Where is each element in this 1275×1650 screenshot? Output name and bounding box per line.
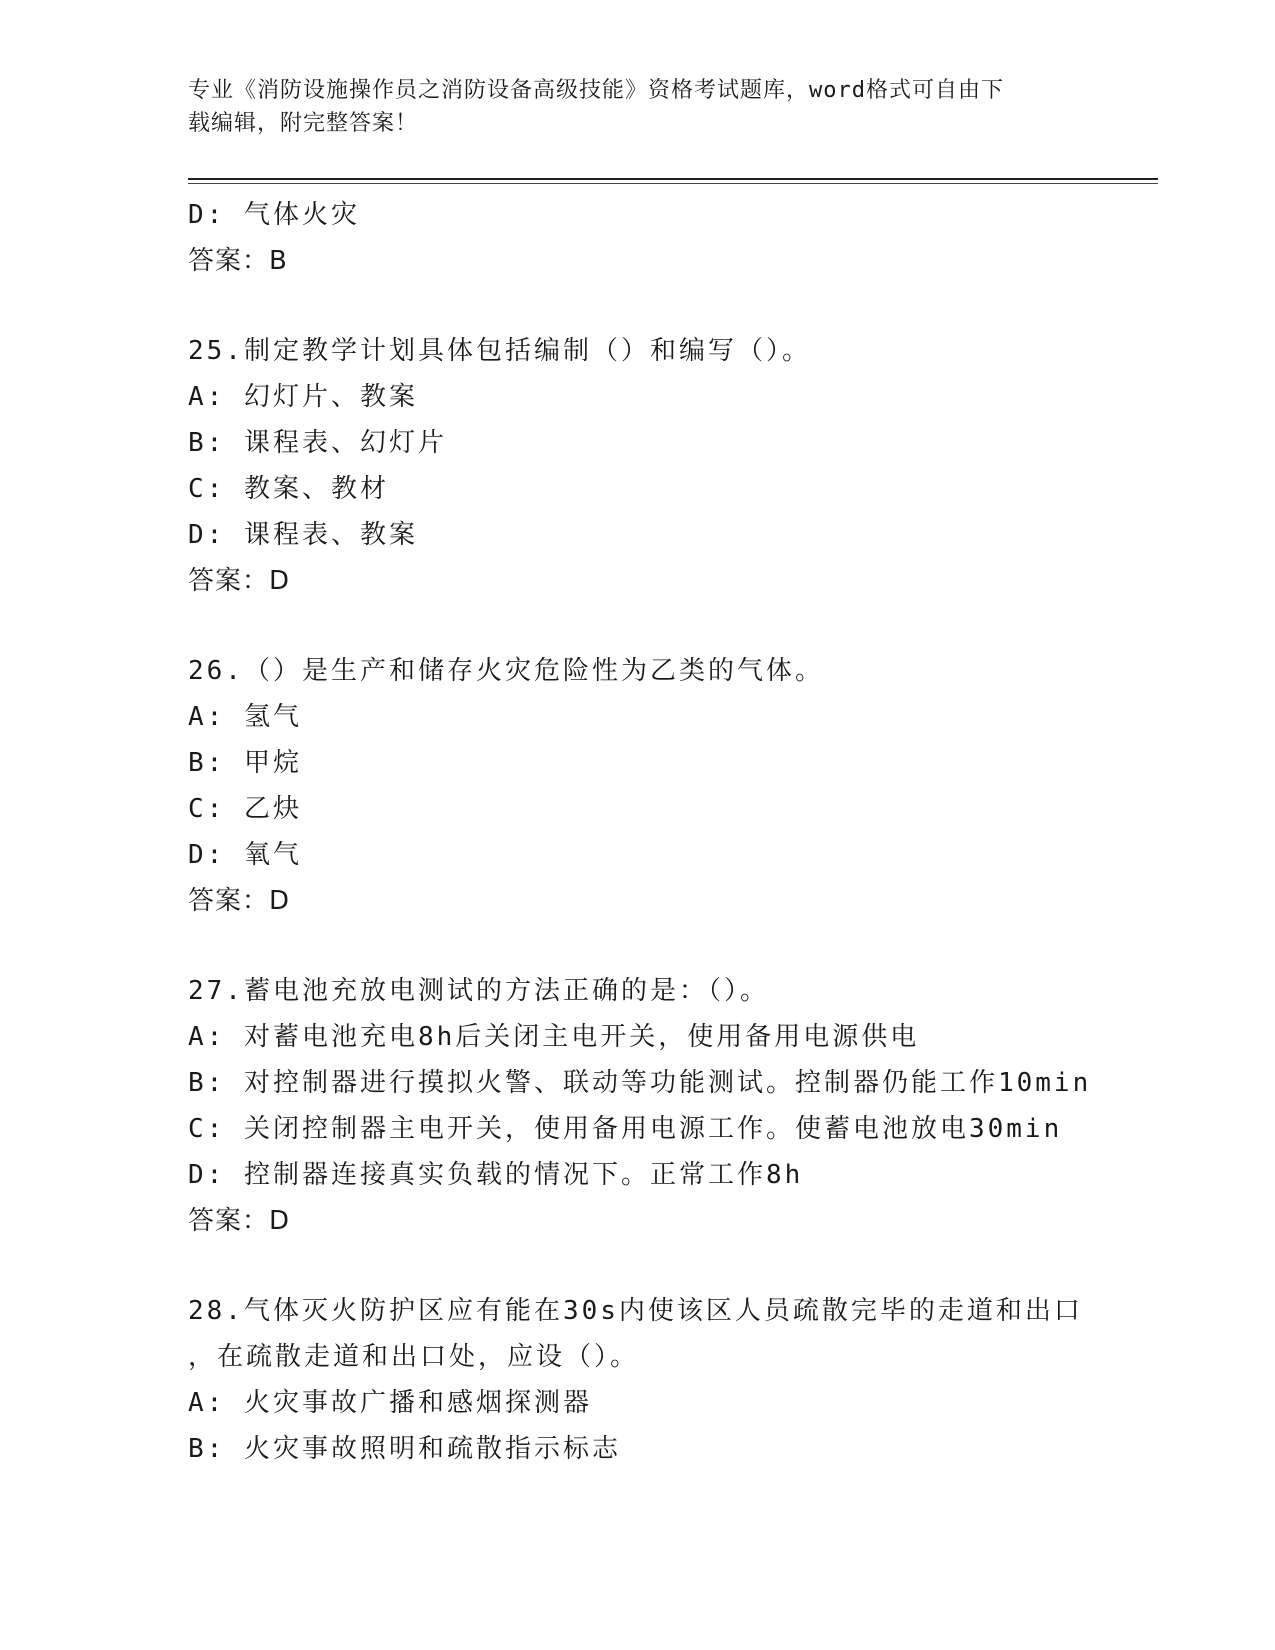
question-25 [188,328,1148,604]
option-c: C: 乙炔 [188,794,302,824]
header-divider-thin [188,183,1158,184]
question-27 [188,968,1148,1244]
option-d: D: 课程表、教案 [188,520,418,550]
option-b: B: 火灾事故照明和疏散指示标志 [188,1434,621,1464]
question-text: 26.（）是生产和储存火灾危险性为乙类的气体。 [188,656,824,686]
question-24-tail [188,192,1148,284]
option-a: A: 幻灯片、教案 [188,382,418,412]
question-26 [188,648,1148,924]
question-text: 25.制定教学计划具体包括编制（）和编写（）。 [188,336,811,366]
option-d: D: 控制器连接真实负载的情况下。正常工作8h [188,1160,804,1190]
option-a: A: 氢气 [188,702,302,732]
answer: 答案：D [188,1206,291,1236]
header-line-1: 专业《消防设施操作员之消防设备高级技能》资格考试题库，word格式可自由下 [188,78,1004,103]
question-text-line-2: ，在疏散走道和出口处，应设（）。 [188,1342,640,1372]
option-c: C: 教案、教材 [188,474,389,504]
question-28 [188,1288,1148,1472]
answer: 答案：D [188,886,291,916]
option-a: A: 对蓄电池充电8h后关闭主电开关，使用备用电源供电 [188,1022,920,1052]
option-b: B: 对控制器进行摸拟火警、联动等功能测试。控制器仍能工作10min [188,1068,1092,1098]
option-d: D: 氧气 [188,840,302,870]
question-text: 27.蓄电池充放电测试的方法正确的是：（）。 [188,976,769,1006]
option-d: D: 气体火灾 [188,200,360,230]
answer: 答案：D [188,566,291,596]
option-c: C: 关闭控制器主电开关，使用备用电源工作。使蓄电池放电30min [188,1114,1063,1144]
option-b: B: 甲烷 [188,748,302,778]
document-header [188,74,1088,140]
question-text-line-1: 28.气体灭火防护区应有能在30s内使该区人员疏散完毕的走道和出口 [188,1296,1083,1326]
option-b: B: 课程表、幻灯片 [188,428,447,458]
answer: 答案：B [188,246,288,276]
header-line-2: 载编辑，附完整答案！ [188,111,419,136]
question-list [188,192,1148,1472]
header-divider-thick [188,178,1158,180]
option-a: A: 火灾事故广播和感烟探测器 [188,1388,592,1418]
